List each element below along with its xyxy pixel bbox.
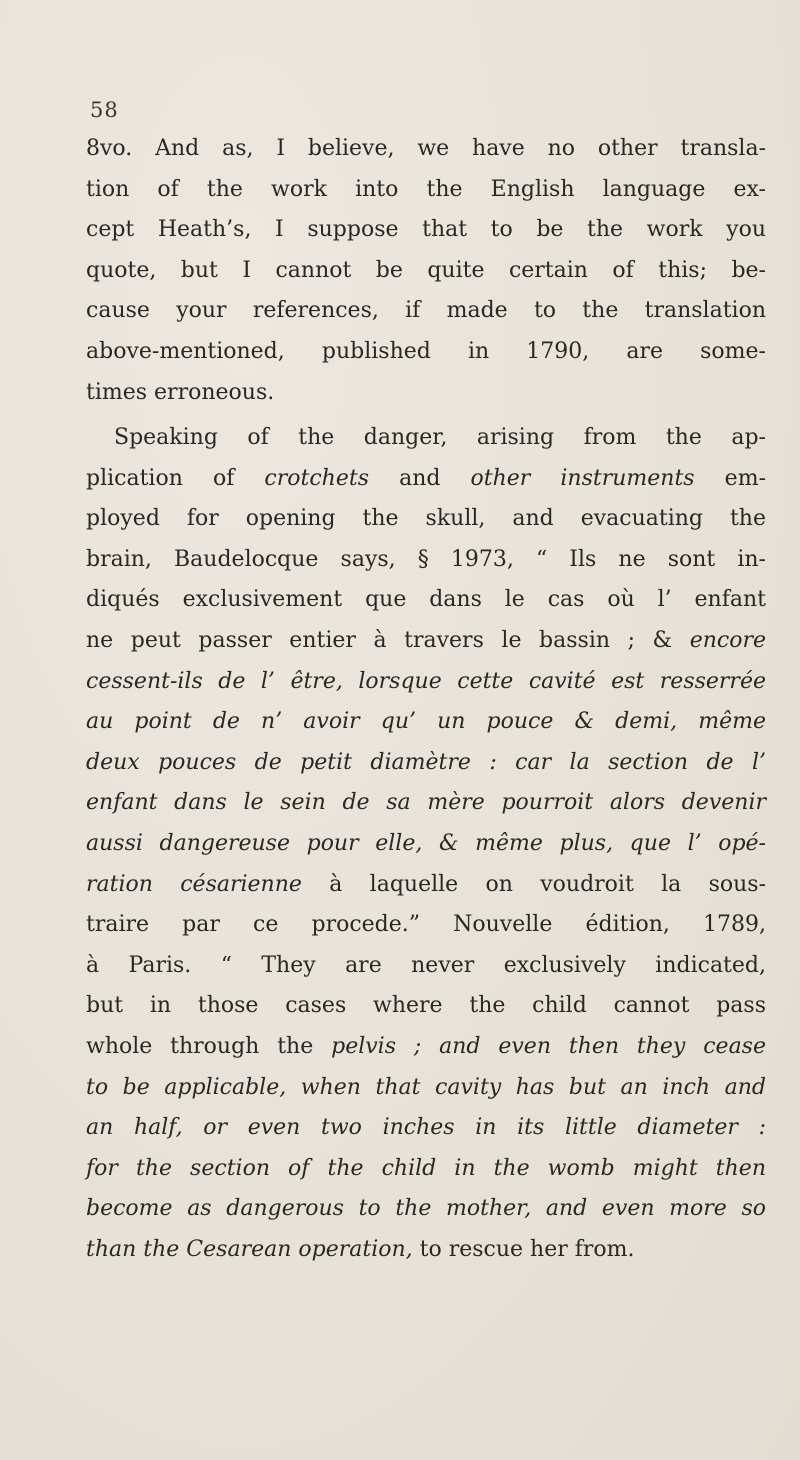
text-line: than the Cesarean operation, to rescue her from. (86, 1236, 635, 1262)
paragraph-1 (86, 129, 766, 413)
text-line: whole through the pelvis ; and even then they cease (86, 1033, 766, 1059)
text-line: à Paris. “ They are never exclusively indicated, (86, 952, 766, 978)
text-line: traire par ce procede.” Nouvelle édition, 1789, (86, 912, 766, 938)
paragraph-2 (86, 418, 766, 1270)
text-line: au point de n’ avoir qu’ un pouce & demi, même (86, 709, 766, 735)
text-line: times erroneous. (86, 379, 275, 405)
text-line: above-mentioned, published in 1790, are some- (86, 338, 766, 364)
text-line: quote, but I cannot be quite certain of this; be- (86, 257, 766, 283)
text-line: plication of crotchets and other instruments em- (86, 465, 766, 491)
text-line: ration césarienne à laquelle on voudroit la sous- (86, 871, 766, 897)
text-line: brain, Baudelocque says, § 1973, “ Ils ne sont in- (86, 546, 766, 572)
text-line: an half, or even two inches in its little diameter : (86, 1115, 766, 1141)
text-line: cause your references, if made to the translation (86, 298, 766, 324)
text-line: for the section of the child in the womb might then (86, 1155, 766, 1181)
text-line: become as dangerous to the mother, and even more so (86, 1196, 766, 1222)
text-line: Speaking of the danger, arising from the ap- (114, 425, 766, 450)
text-line: 8vo. And as, I believe, we have no other transla- (86, 136, 766, 161)
text-line: cept Heath’s, I suppose that to be the work you (86, 217, 766, 243)
text-line: tion of the work into the English language ex- (86, 176, 766, 202)
text-line: ployed for opening the skull, and evacuating the (86, 506, 766, 532)
text-line: ne peut passer entier à travers le bassin ; & encore (86, 627, 766, 653)
text-line: to be applicable, when that cavity has but an inch and (86, 1074, 766, 1100)
text-line: but in those cases where the child cannot pass (86, 993, 766, 1019)
text-line: cessent-ils de l’ être, lorsque cette cavité est resserrée (86, 668, 766, 694)
page-number: 58 (90, 98, 119, 122)
text-line: diqués exclusivement que dans le cas où l’ enfant (86, 587, 766, 613)
text-line: aussi dangereuse pour elle, & même plus, que l’ opé- (86, 830, 766, 856)
text-line: enfant dans le sein de sa mère pourroit alors devenir (86, 790, 766, 816)
text-line: deux pouces de petit diamètre : car la section de l’ (86, 749, 766, 775)
